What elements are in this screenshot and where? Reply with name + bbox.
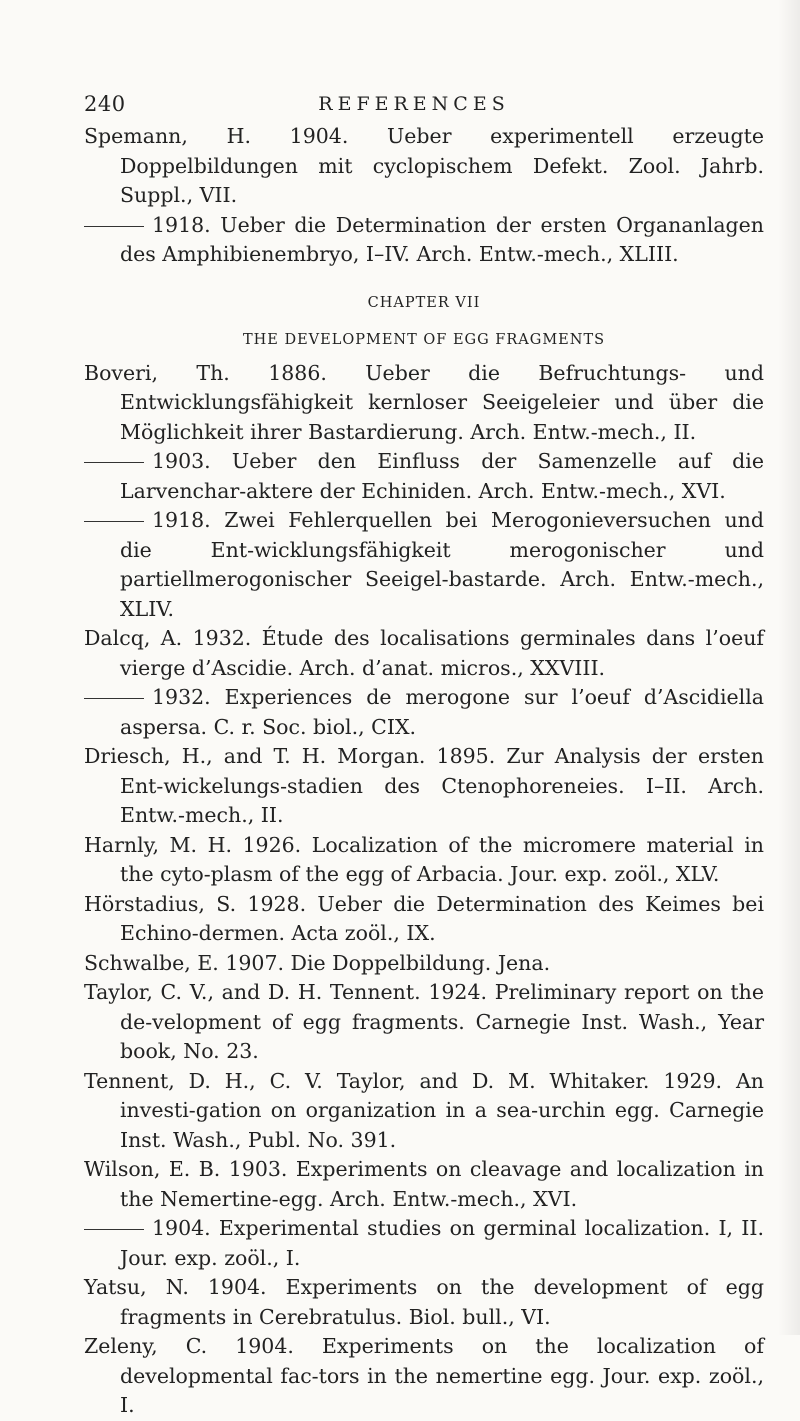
reference-entry bbox=[84, 949, 764, 979]
reference-entry bbox=[84, 359, 764, 448]
ditto-dash bbox=[84, 698, 144, 699]
ditto-dash bbox=[84, 1229, 144, 1230]
reference-text: Wilson, E. B. 1903. Experiments on cleavage and localization in the Nemertine-egg. Arch. Entw.-mech., XVI. bbox=[84, 1157, 764, 1211]
reference-text: 1932. Experiences de merogone sur l’oeuf d’Ascidiella aspersa. C. r. Soc. biol., CIX. bbox=[120, 685, 764, 739]
reference-entry bbox=[84, 624, 764, 683]
reference-text: 1903. Ueber den Einfluss der Samenzelle auf die Larvenchar-aktere der Echiniden. Arch. Entw.-mech., XVI. bbox=[120, 449, 764, 503]
ditto-dash bbox=[84, 226, 144, 227]
reference-list-spemann bbox=[84, 122, 764, 270]
reference-text: Tennent, D. H., C. V. Taylor, and D. M. Whitaker. 1929. An investi-gation on organization in a sea-urchin egg. Carnegie Inst. Wash., Publ. No. 391. bbox=[84, 1068, 764, 1152]
reference-entry bbox=[84, 890, 764, 949]
reference-text: Boveri, Th. 1886. Ueber die Befruchtungs- und Entwicklungsfähigkeit kernloser Seeigeleier und über die Möglichkeit ihrer Bastardierung. Arch. Entw.-mech., II. bbox=[84, 360, 764, 444]
reference-text: Schwalbe, E. 1907. Die Doppelbildung. Jena. bbox=[84, 950, 551, 975]
reference-text: 1918. Ueber die Determination der ersten Organanlagen des Amphibienembryo, I–IV. Arch. Entw.-mech., XLIII. bbox=[120, 212, 764, 266]
reference-entry bbox=[84, 742, 764, 831]
reference-text: Harnly, M. H. 1926. Localization of the micromere material in the cyto-plasm of the egg of Arbacia. Jour. exp. zoöl., XLV. bbox=[84, 832, 764, 886]
page-number: 240 bbox=[84, 92, 126, 116]
ditto-dash bbox=[84, 462, 144, 463]
reference-text: 1904. Experimental studies on germinal localization. I, II. Jour. exp. zoöl., I. bbox=[120, 1216, 764, 1270]
reference-entry bbox=[84, 1214, 764, 1273]
reference-entry bbox=[84, 1067, 764, 1156]
reference-text: Taylor, C. V., and D. H. Tennent. 1924. Preliminary report on the de-velopment of egg fragments. Carnegie Inst. Wash., Year book, No. 23. bbox=[84, 980, 764, 1063]
reference-entry bbox=[84, 978, 764, 1067]
reference-entry bbox=[84, 1155, 764, 1214]
reference-entry bbox=[84, 506, 764, 624]
running-header bbox=[84, 92, 764, 120]
reference-entry bbox=[84, 211, 764, 270]
reference-entry bbox=[84, 1273, 764, 1332]
running-title: REFERENCES bbox=[318, 93, 510, 115]
chapter-label: CHAPTER VII bbox=[367, 294, 481, 311]
reference-entry bbox=[84, 683, 764, 742]
reference-entry bbox=[84, 831, 764, 890]
reference-entry bbox=[84, 1332, 764, 1421]
reference-list-chapter-vii bbox=[84, 359, 764, 1421]
page-edge-shadow bbox=[778, 0, 800, 1335]
reference-entry bbox=[84, 447, 764, 506]
reference-text: Driesch, H., and T. H. Morgan. 1895. Zur Analysis der ersten Ent-wickelungs-stadien des Ctenophoreneies. I–II. Arch. Entw.-mech., II. bbox=[84, 744, 764, 827]
chapter-title: THE DEVELOPMENT OF EGG FRAGMENTS bbox=[242, 331, 606, 348]
reference-text: Spemann, H. 1904. Ueber experimentell erzeugte Doppelbildungen mit cyclopischem Defekt. Zool. Jahrb. Suppl., VII. bbox=[84, 124, 764, 207]
reference-text: Zeleny, C. 1904. Experiments on the localization of developmental fac-tors in the nemertine egg. Jour. exp. zoöl., I. bbox=[84, 1334, 764, 1417]
reference-text: 1918. Zwei Fehlerquellen bei Merogonieversuchen und die Ent-wicklungsfähigkeit merogonischer und partiellmerogonischer Seeigel-bastarde. Arch. Entw.-mech., XLIV. bbox=[120, 508, 764, 621]
reference-text: Dalcq, A. 1932. Étude des localisations germinales dans l’oeuf vierge d’Ascidie. Arch. d’anat. micros., XXVIII. bbox=[84, 626, 764, 680]
reference-entry bbox=[84, 122, 764, 211]
references-body bbox=[84, 122, 764, 1421]
reference-text: Yatsu, N. 1904. Experiments on the development of egg fragments in Cerebratulus. Biol. bull., VI. bbox=[84, 1275, 764, 1329]
reference-text: Hörstadius, S. 1928. Ueber die Determination des Keimes bei Echino-dermen. Acta zoöl., IX. bbox=[84, 891, 764, 945]
ditto-dash bbox=[84, 521, 144, 522]
